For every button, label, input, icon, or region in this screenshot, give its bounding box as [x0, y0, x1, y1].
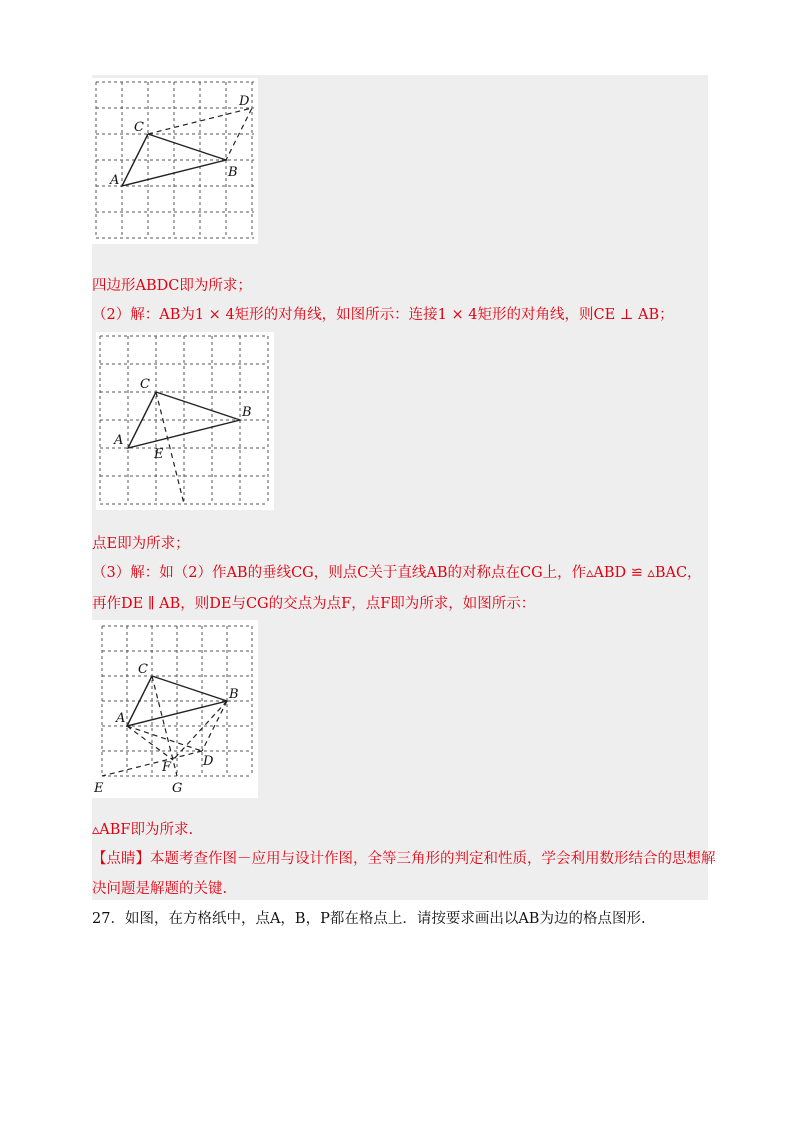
- text-line-5: 再作DE ∥ AB，则DE与CG的交点为点F，点F即为所求，如图所示：: [92, 596, 536, 612]
- label-e: E: [94, 781, 104, 796]
- label-d: D: [239, 94, 250, 109]
- label-d: D: [203, 754, 214, 769]
- text-line-1: 四边形ABDC即为所求；: [92, 278, 252, 294]
- label-f: F: [162, 760, 172, 775]
- text-line-4: （3）解：如（2）作AB的垂线CG，则点C关于直线AB的对称点在CG上，作▵ABD ≌ ▵BAC，: [92, 565, 702, 581]
- label-b: B: [228, 165, 238, 180]
- figure-perpendicular-ce: [96, 332, 274, 510]
- label-a: A: [116, 711, 126, 726]
- label-a: A: [114, 433, 124, 448]
- text-line-2: （2）解：AB为1 × 4矩形的对角线，如图所示：连接1 × 4矩形的对角线，则CE ⊥ AB；: [92, 307, 674, 323]
- label-c: C: [140, 377, 150, 392]
- label-c: C: [134, 120, 144, 135]
- label-b: B: [229, 687, 239, 702]
- label-e: E: [154, 447, 164, 462]
- label-c: C: [138, 662, 148, 677]
- figure-quadrilateral-abdc: [92, 78, 258, 244]
- label-a: A: [110, 173, 120, 188]
- text-line-7: 【点睛】本题考查作图－应用与设计作图，全等三角形的判定和性质，学会利用数形结合的思想解: [92, 851, 716, 867]
- label-g: G: [172, 781, 183, 796]
- text-line-8: 决问题是解题的关键.: [92, 881, 228, 897]
- question-27: 27．如图，在方格纸中，点A，B，P都在格点上．请按要求画出以AB为边的格点图形.: [92, 911, 646, 927]
- figure-triangle-abf: [92, 620, 258, 798]
- text-line-3: 点E即为所求；: [92, 536, 190, 552]
- label-b: B: [242, 405, 252, 420]
- text-line-6: ▵ABF即为所求.: [92, 822, 194, 838]
